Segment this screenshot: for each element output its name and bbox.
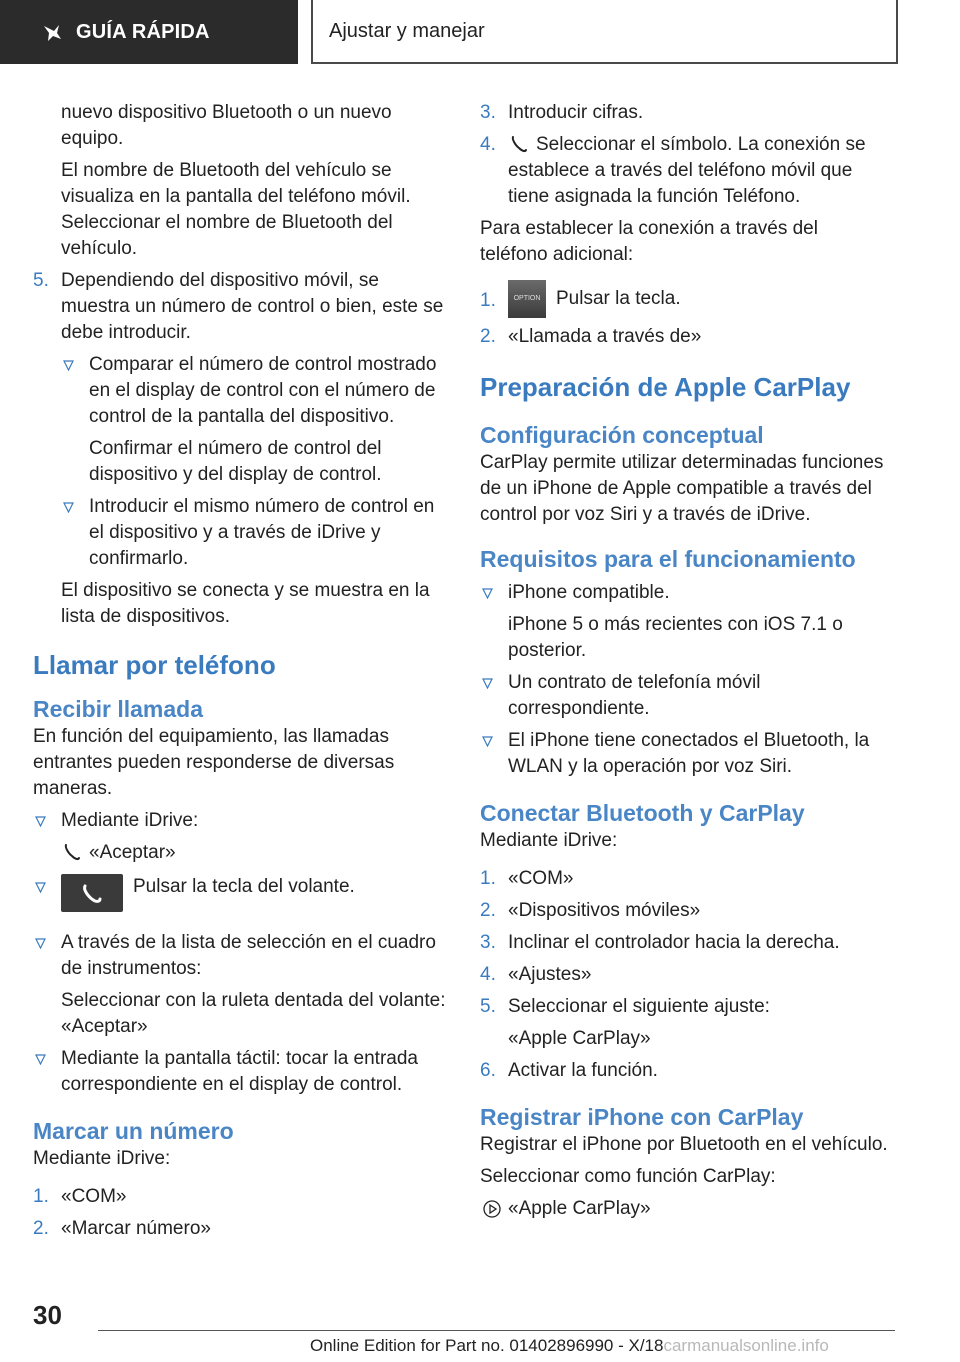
paragraph: Mediante iDrive: bbox=[33, 1148, 171, 1169]
menu-label: «Apple CarPlay» bbox=[508, 1198, 651, 1219]
footer-text bbox=[310, 1336, 829, 1356]
list-item bbox=[480, 280, 890, 318]
section-header bbox=[311, 0, 898, 64]
bullet-text: El iPhone tiene conectados el Bluetooth, la WLAN y la operación por voz Siri. bbox=[508, 730, 870, 777]
right-column bbox=[480, 100, 890, 1222]
subsection-heading: Registrar iPhone con CarPlay bbox=[480, 1104, 804, 1130]
step-number: 5. bbox=[480, 996, 496, 1017]
bullet-item bbox=[480, 728, 890, 780]
bullet-text: Un contrato de telefonía móvil correspondiente. bbox=[508, 672, 761, 719]
bullet-triangle-icon bbox=[482, 678, 493, 689]
step-text bbox=[508, 280, 890, 318]
bullet-triangle-icon bbox=[63, 502, 74, 513]
button-instruction: Pulsar la tecla. bbox=[556, 288, 681, 310]
bullet-item bbox=[480, 580, 890, 606]
subsection-heading: Conectar Bluetooth y CarPlay bbox=[480, 800, 805, 826]
step-text: Inclinar el controlador hacia la derecha. bbox=[508, 932, 840, 953]
list-item bbox=[480, 132, 890, 210]
bullet-text: Introducir el mismo número de control en el dispositivo y a través de iDrive y confirmarlo. bbox=[89, 496, 435, 569]
paragraph bbox=[480, 1196, 890, 1222]
bullet-item bbox=[480, 670, 890, 722]
paragraph: Mediante iDrive: bbox=[480, 830, 618, 851]
step-number: 1. bbox=[33, 1186, 49, 1207]
bullet-triangle-icon bbox=[482, 588, 493, 599]
step-number: 3. bbox=[480, 932, 496, 953]
step-number: 2. bbox=[480, 326, 496, 347]
subsection-heading: Marcar un número bbox=[33, 1118, 234, 1144]
paragraph: En función del equipamiento, las llamadas entrantes pueden responderse de diversas maneras. bbox=[33, 726, 395, 799]
subsection-heading: Requisitos para el funcionamiento bbox=[480, 546, 856, 572]
list-item bbox=[480, 324, 890, 350]
carplay-play-icon bbox=[482, 1199, 502, 1219]
paragraph: «Apple CarPlay» bbox=[508, 1028, 651, 1049]
bullet-triangle-icon bbox=[35, 882, 46, 893]
step-text: «Dispositivos móviles» bbox=[508, 900, 701, 921]
paragraph: CarPlay permite utilizar determinadas funciones de un iPhone de Apple compatible a través del control por voz Siri y a través de iDrive. bbox=[480, 452, 884, 525]
list-item bbox=[480, 930, 890, 956]
list-item bbox=[33, 268, 448, 346]
paragraph: El nombre de Bluetooth del vehículo se visualiza en la pantalla del teléfono móvil. Seleccionar el nombre de Bluetooth del vehículo. bbox=[61, 160, 411, 259]
step-number: 1. bbox=[480, 290, 496, 311]
subsection-heading: Recibir llamada bbox=[33, 696, 204, 722]
watermark: carmanualsonline.info bbox=[663, 1336, 829, 1355]
bullet-triangle-icon bbox=[482, 736, 493, 747]
bullet-item bbox=[33, 494, 448, 572]
paragraph: El dispositivo se conecta y se muestra en la lista de dispositivos. bbox=[61, 580, 430, 627]
paragraph: Seleccionar con la ruleta dentada del volante: «Aceptar» bbox=[61, 990, 446, 1037]
option-button-icon: OPTION bbox=[508, 280, 546, 318]
section-title: Ajustar y manejar bbox=[329, 19, 485, 42]
step-text: Dependiendo del dispositivo móvil, se muestra un número de control o bien, este se debe introducir. bbox=[61, 270, 444, 343]
phone-icon bbox=[508, 133, 530, 155]
step-number: 3. bbox=[480, 102, 496, 123]
bullet-triangle-icon bbox=[35, 1054, 46, 1065]
phone-icon bbox=[61, 841, 83, 863]
paragraph: Para establecer la conexión a través del teléfono adicional: bbox=[480, 218, 818, 265]
step-number: 2. bbox=[33, 1218, 49, 1239]
bullet-item bbox=[33, 874, 448, 912]
bullet-text: Comparar el número de control mostrado en el display de control con el número de control de la pantalla del dispositivo. bbox=[89, 354, 437, 427]
edition-text: Online Edition for Part no. 01402896990 - X/18 bbox=[310, 1336, 664, 1355]
list-item bbox=[33, 1184, 448, 1210]
step-text: «Ajustes» bbox=[508, 964, 592, 985]
step-text: «Marcar número» bbox=[61, 1218, 211, 1239]
subsection-heading: Configuración conceptual bbox=[480, 422, 764, 448]
steering-wheel-phone-button-icon bbox=[61, 874, 123, 912]
paragraph: Seleccionar como función CarPlay: bbox=[480, 1166, 776, 1187]
step-number: 4. bbox=[480, 964, 496, 985]
step-number: 4. bbox=[480, 134, 496, 155]
step-text: «COM» bbox=[61, 1186, 127, 1207]
tab-label: GUÍA RÁPIDA bbox=[76, 20, 210, 43]
bullet-text bbox=[61, 874, 448, 912]
star-icon bbox=[40, 21, 62, 43]
step-text: Seleccionar el siguiente ajuste: bbox=[508, 996, 770, 1017]
list-item bbox=[33, 1216, 448, 1242]
footer-divider bbox=[98, 1330, 895, 1331]
step-description: Seleccionar el símbolo. La conexión se establece a través del teléfono móvil que tiene asignada la función Teléfono. bbox=[508, 134, 866, 207]
step-text: «Llamada a través de» bbox=[508, 326, 702, 347]
page-number: 30 bbox=[33, 1300, 62, 1330]
bullet-text: A través de la lista de selección en el cuadro de instrumentos: bbox=[61, 932, 436, 979]
section-heading: Llamar por teléfono bbox=[33, 650, 276, 680]
step-text: Activar la función. bbox=[508, 1060, 658, 1081]
list-item bbox=[480, 100, 890, 126]
paragraph: Registrar el iPhone por Bluetooth en el vehículo. bbox=[480, 1134, 888, 1155]
bullet-triangle-icon bbox=[63, 360, 74, 371]
list-item bbox=[480, 994, 890, 1020]
left-column bbox=[33, 100, 448, 1242]
list-item bbox=[480, 866, 890, 892]
step-text bbox=[508, 132, 890, 210]
paragraph: nuevo dispositivo Bluetooth o un nuevo equipo. bbox=[61, 102, 392, 149]
bullet-text: Mediante la pantalla táctil: tocar la entrada correspondiente en el display de control. bbox=[61, 1048, 418, 1095]
bullet-item bbox=[33, 930, 448, 982]
paragraph: Confirmar el número de control del dispositivo y del display de control. bbox=[89, 438, 382, 485]
step-text: Introducir cifras. bbox=[508, 102, 644, 123]
list-item bbox=[480, 962, 890, 988]
menu-label: «Aceptar» bbox=[89, 842, 176, 863]
bullet-text: iPhone compatible. bbox=[508, 582, 670, 603]
step-number: 5. bbox=[33, 270, 49, 291]
bullet-triangle-icon bbox=[35, 816, 46, 827]
step-number: 1. bbox=[480, 868, 496, 889]
bullet-text: Mediante iDrive: bbox=[61, 810, 199, 831]
list-item bbox=[480, 1058, 890, 1084]
bullet-item bbox=[33, 352, 448, 430]
paragraph bbox=[33, 840, 448, 866]
bullet-item bbox=[33, 808, 448, 834]
paragraph: iPhone 5 o más recientes con iOS 7.1 o posterior. bbox=[508, 614, 843, 661]
step-number: 2. bbox=[480, 900, 496, 921]
list-item bbox=[480, 898, 890, 924]
step-text: «COM» bbox=[508, 868, 574, 889]
section-heading: Preparación de Apple CarPlay bbox=[480, 372, 851, 402]
step-number: 6. bbox=[480, 1060, 496, 1081]
bullet-item bbox=[33, 1046, 448, 1098]
quick-guide-tab bbox=[0, 0, 298, 64]
bullet-triangle-icon bbox=[35, 938, 46, 949]
button-instruction: Pulsar la tecla del volante. bbox=[133, 876, 355, 897]
